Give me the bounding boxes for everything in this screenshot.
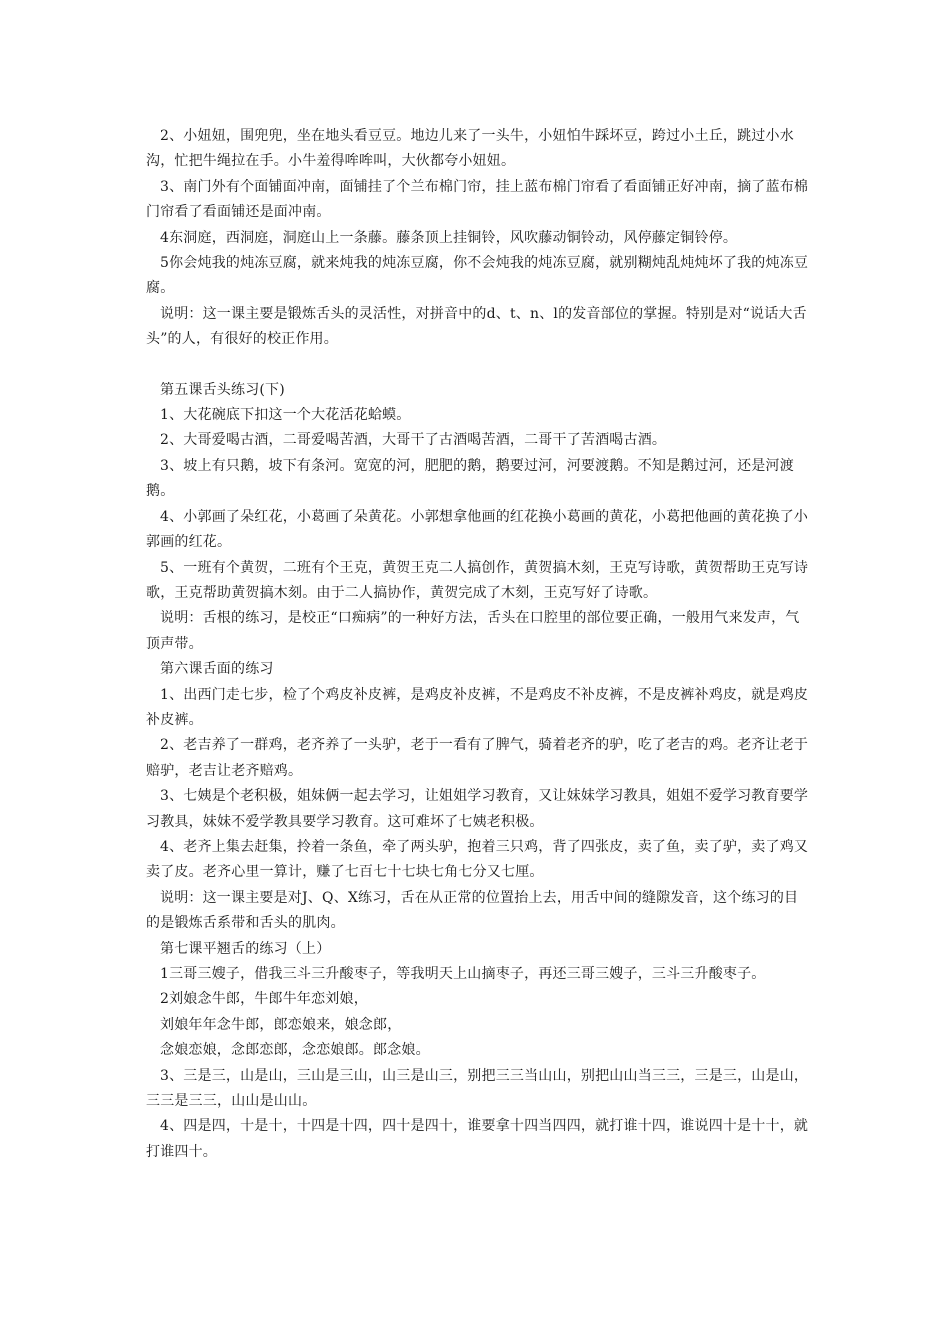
paragraph: 2、老吉养了一群鸡，老齐养了一头驴，老于一看有了脾气，骑着老齐的驴，吃了老吉的鸡。老齐让老于赔驴，老吉让老齐赔鸡。 <box>146 737 809 779</box>
blank-line <box>146 353 812 378</box>
paragraph: 2、小妞妞，围兜兜，坐在地头看豆豆。地边儿来了一头牛，小妞怕牛踩坏豆，跨过小土丘，跳过小水沟，忙把牛绳拉在手。小牛羞得哞哞叫，大伙都夸小妞妞。 <box>146 128 794 170</box>
paragraph: 说明：舌根的练习，是校正“口痴病”的一种好方法，舌头在口腔里的部位要正确，一般用气来发声，气顶声带。 <box>146 610 800 652</box>
document-body <box>146 124 812 1165</box>
paragraph: 1三哥三嫂子，借我三斗三升酸枣子，等我明天上山摘枣子，再还三哥三嫂子，三斗三升酸枣子。 <box>160 966 766 982</box>
paragraph: 3、三是三，山是山，三山是三山，山三是山三，别把三三当山山，别把山山当三三，三是三，山是山，三三是三三，山山是山山。 <box>146 1067 809 1110</box>
paragraph: 3、坡上有只鹅，坡下有条河。宽宽的河，肥肥的鹅，鹅要过河，河要渡鹅。不知是鹅过河，还是河渡鹅。 <box>146 457 794 500</box>
paragraph: 说明：这一课主要是锻炼舌头的灵活性，对拼音中的d、t、n、l的发音部位的掌握。特别是对“说话大舌头”的人，有很好的校正作用。 <box>146 305 807 348</box>
paragraph: 刘娘年年念牛郎，郎恋娘来，娘念郎， <box>160 1016 402 1033</box>
paragraph: 4、小郭画了朵红花，小葛画了朵黄花。小郭想拿他画的红花换小葛画的黄花，小葛把他画的黄花换了小郭画的红花。 <box>146 508 809 551</box>
paragraph: 1、大花碗底下扣这一个大花活花蛤蟆。 <box>160 407 411 424</box>
paragraph: 2刘娘念牛郎，牛郎牛年恋刘娘， <box>160 991 368 1008</box>
paragraph: 5、一班有个黄贺，二班有个王克，黄贺王克二人搞创作，黄贺搞木刻，王克写诗歌，黄贺帮助王克写诗歌，王克帮助黄贺搞木刻。由于二人搞协作，黄贺完成了木刻，王克写好了诗歌。 <box>146 559 809 601</box>
paragraph: 1、出西门走七步，检了个鸡皮补皮裤，是鸡皮补皮裤，不是鸡皮不补皮裤，不是皮裤补鸡皮，就是鸡皮补皮裤。 <box>146 686 809 728</box>
paragraph: 念娘恋娘，念郎恋郎，念恋娘郎。郎念娘。 <box>160 1042 430 1059</box>
paragraph: 4东洞庭，西洞庭，洞庭山上一条藤。藤条顶上挂铜铃，风吹藤动铜铃动，风停藤定铜铃停。 <box>160 229 738 246</box>
paragraph: 3、南门外有个面铺面冲南，面铺挂了个兰布棉门帘，挂上蓝布棉门帘看了看面铺正好冲南，摘了蓝布棉门帘看了看面铺还是面冲南。 <box>146 178 809 221</box>
paragraph: 5你会炖我的炖冻豆腐，就来炖我的炖冻豆腐，你不会炖我的炖冻豆腐，就别糊炖乱炖炖坏了我的炖冻豆腐。 <box>146 255 809 297</box>
paragraph: 2、大哥爱喝古酒，二哥爱喝苦酒，大哥干了古酒喝苦酒，二哥干了苦酒喝古酒。 <box>160 432 667 449</box>
lesson-heading: 第七课平翘舌的练习（上） <box>160 940 331 957</box>
paragraph: 4、老齐上集去赶集，拎着一条鱼，牵了两头驴，抱着三只鸡，背了四张皮，卖了鱼，卖了驴，卖了鸡又卖了皮。老齐心里一算计，赚了七百七十七块七角七分又七厘。 <box>146 838 809 881</box>
paragraph: 4、四是四，十是十，十四是十四，四十是四十，谁要拿十四当四四，就打谁十四，谁说四十是十十，就打谁四十。 <box>146 1118 809 1160</box>
lesson-heading: 第五课舌头练习(下) <box>160 381 285 398</box>
paragraph: 3、七姨是个老积极，姐妹俩一起去学习，让姐姐学习教育，又让妹妹学习教具，姐姐不爱学习教育要学习教具，妹妹不爱学教具要学习教育。这可难坏了七姨老积极。 <box>146 788 809 830</box>
lesson-heading: 第六课舌面的练习 <box>160 661 274 678</box>
paragraph: 说明：这一课主要是对J、Q、X练习，舌在从正常的位置抬上去，用舌中间的缝隙发音，这个练习的目的是锻炼舌系带和舌头的肌肉。 <box>146 889 799 932</box>
